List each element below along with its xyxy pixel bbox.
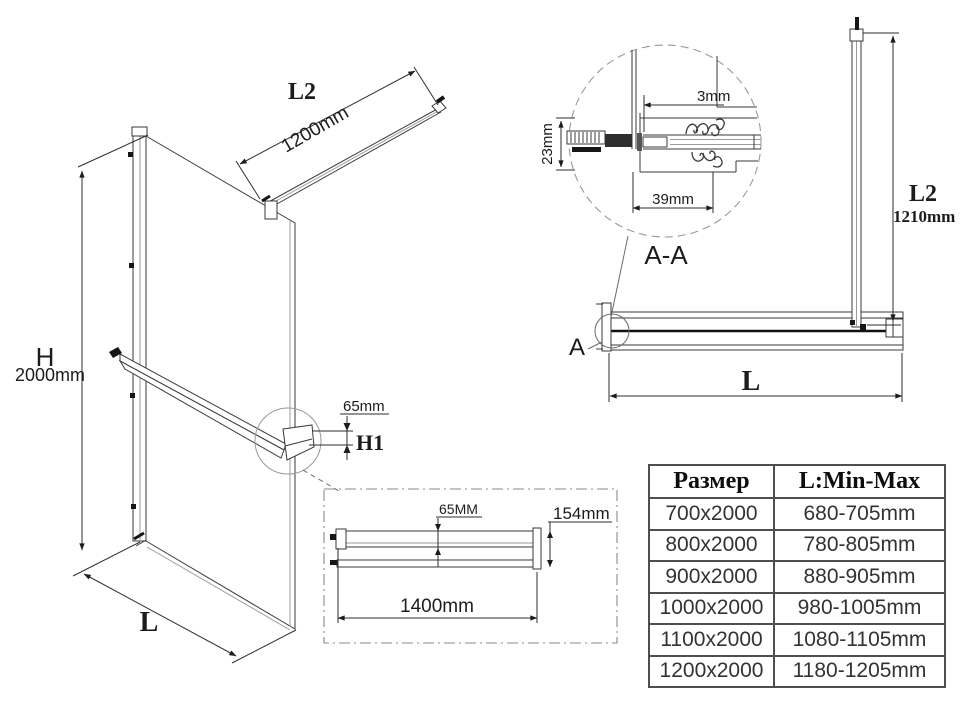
- screw-dot: [130, 393, 135, 398]
- bar-length-value: 1200mm: [278, 102, 353, 158]
- plan-length-label: L: [741, 366, 761, 397]
- range-column-header: L:Min-Max: [774, 465, 945, 498]
- height-value: 2000mm: [15, 365, 86, 385]
- size-table: [648, 464, 946, 688]
- size-cell: 900x2000: [649, 561, 774, 593]
- glass-gap-value: 3mm: [697, 88, 731, 105]
- plan-bar-length-label: L2: [909, 181, 938, 207]
- size-cell: 800x2000: [649, 530, 774, 562]
- plan-length-dimension: [609, 353, 902, 402]
- table-row: [649, 530, 945, 562]
- screw-dot: [131, 504, 136, 509]
- screw-dot: [129, 263, 134, 268]
- height-label: H: [35, 342, 55, 372]
- rail-detail-box: [324, 489, 617, 643]
- plan-view: [569, 17, 955, 402]
- table-row: [649, 561, 945, 593]
- range-cell: 880-905mm: [774, 561, 945, 593]
- length-label: L: [139, 607, 159, 638]
- size-column-header: Размер: [649, 465, 774, 498]
- range-cell: 1080-1105mm: [774, 624, 945, 656]
- table-row: [649, 656, 945, 688]
- table-row: [649, 498, 945, 530]
- rail-height-label: H1: [356, 430, 385, 455]
- section-title: A-A: [644, 240, 688, 270]
- bracket-depth-value: 154mm: [553, 504, 610, 523]
- plan-bar-length-dimension: [863, 33, 955, 325]
- range-cell: 980-1005mm: [774, 593, 945, 625]
- rail-height-value: 65mm: [343, 398, 385, 415]
- rail-height-dimension: [303, 398, 389, 491]
- rail-height-detail-value: 65MM: [439, 501, 478, 517]
- size-cell: 1200x2000: [649, 656, 774, 688]
- rail-side-drawing: [330, 528, 541, 569]
- bar-length-dimension: [236, 67, 438, 199]
- bracket-depth-dimension: [547, 504, 612, 567]
- plan-stabilizer-bar: [850, 17, 866, 330]
- size-cell: 1100x2000: [649, 624, 774, 656]
- range-cell: 1180-1205mm: [774, 656, 945, 688]
- range-cell: 780-805mm: [774, 530, 945, 562]
- profile-depth-dimension: [633, 172, 713, 213]
- wall-profile: [128, 127, 147, 541]
- rail-length-value: 1400mm: [400, 596, 474, 617]
- table-row: [649, 624, 945, 656]
- table-header-row: [649, 465, 945, 498]
- table-row: [649, 593, 945, 625]
- profile-height-value: 23mm: [539, 123, 556, 165]
- spring-clips: [686, 119, 724, 167]
- bar-length-label: L2: [288, 79, 317, 105]
- plan-bar-length-value: 1210mm: [893, 207, 956, 226]
- glass-clamp: [265, 201, 277, 219]
- section-detail: [539, 45, 761, 270]
- size-cell: 700x2000: [649, 498, 774, 530]
- screw-dot: [128, 152, 133, 157]
- height-dimension: [15, 135, 148, 576]
- ceiling-anchor: [855, 17, 859, 30]
- size-cell: 1000x2000: [649, 593, 774, 625]
- profile-depth-value: 39mm: [652, 191, 694, 208]
- section-marker-label: A: [568, 334, 586, 361]
- iso-view: [109, 97, 446, 630]
- stabilizer-bar: [262, 97, 446, 219]
- range-cell: 680-705mm: [774, 498, 945, 530]
